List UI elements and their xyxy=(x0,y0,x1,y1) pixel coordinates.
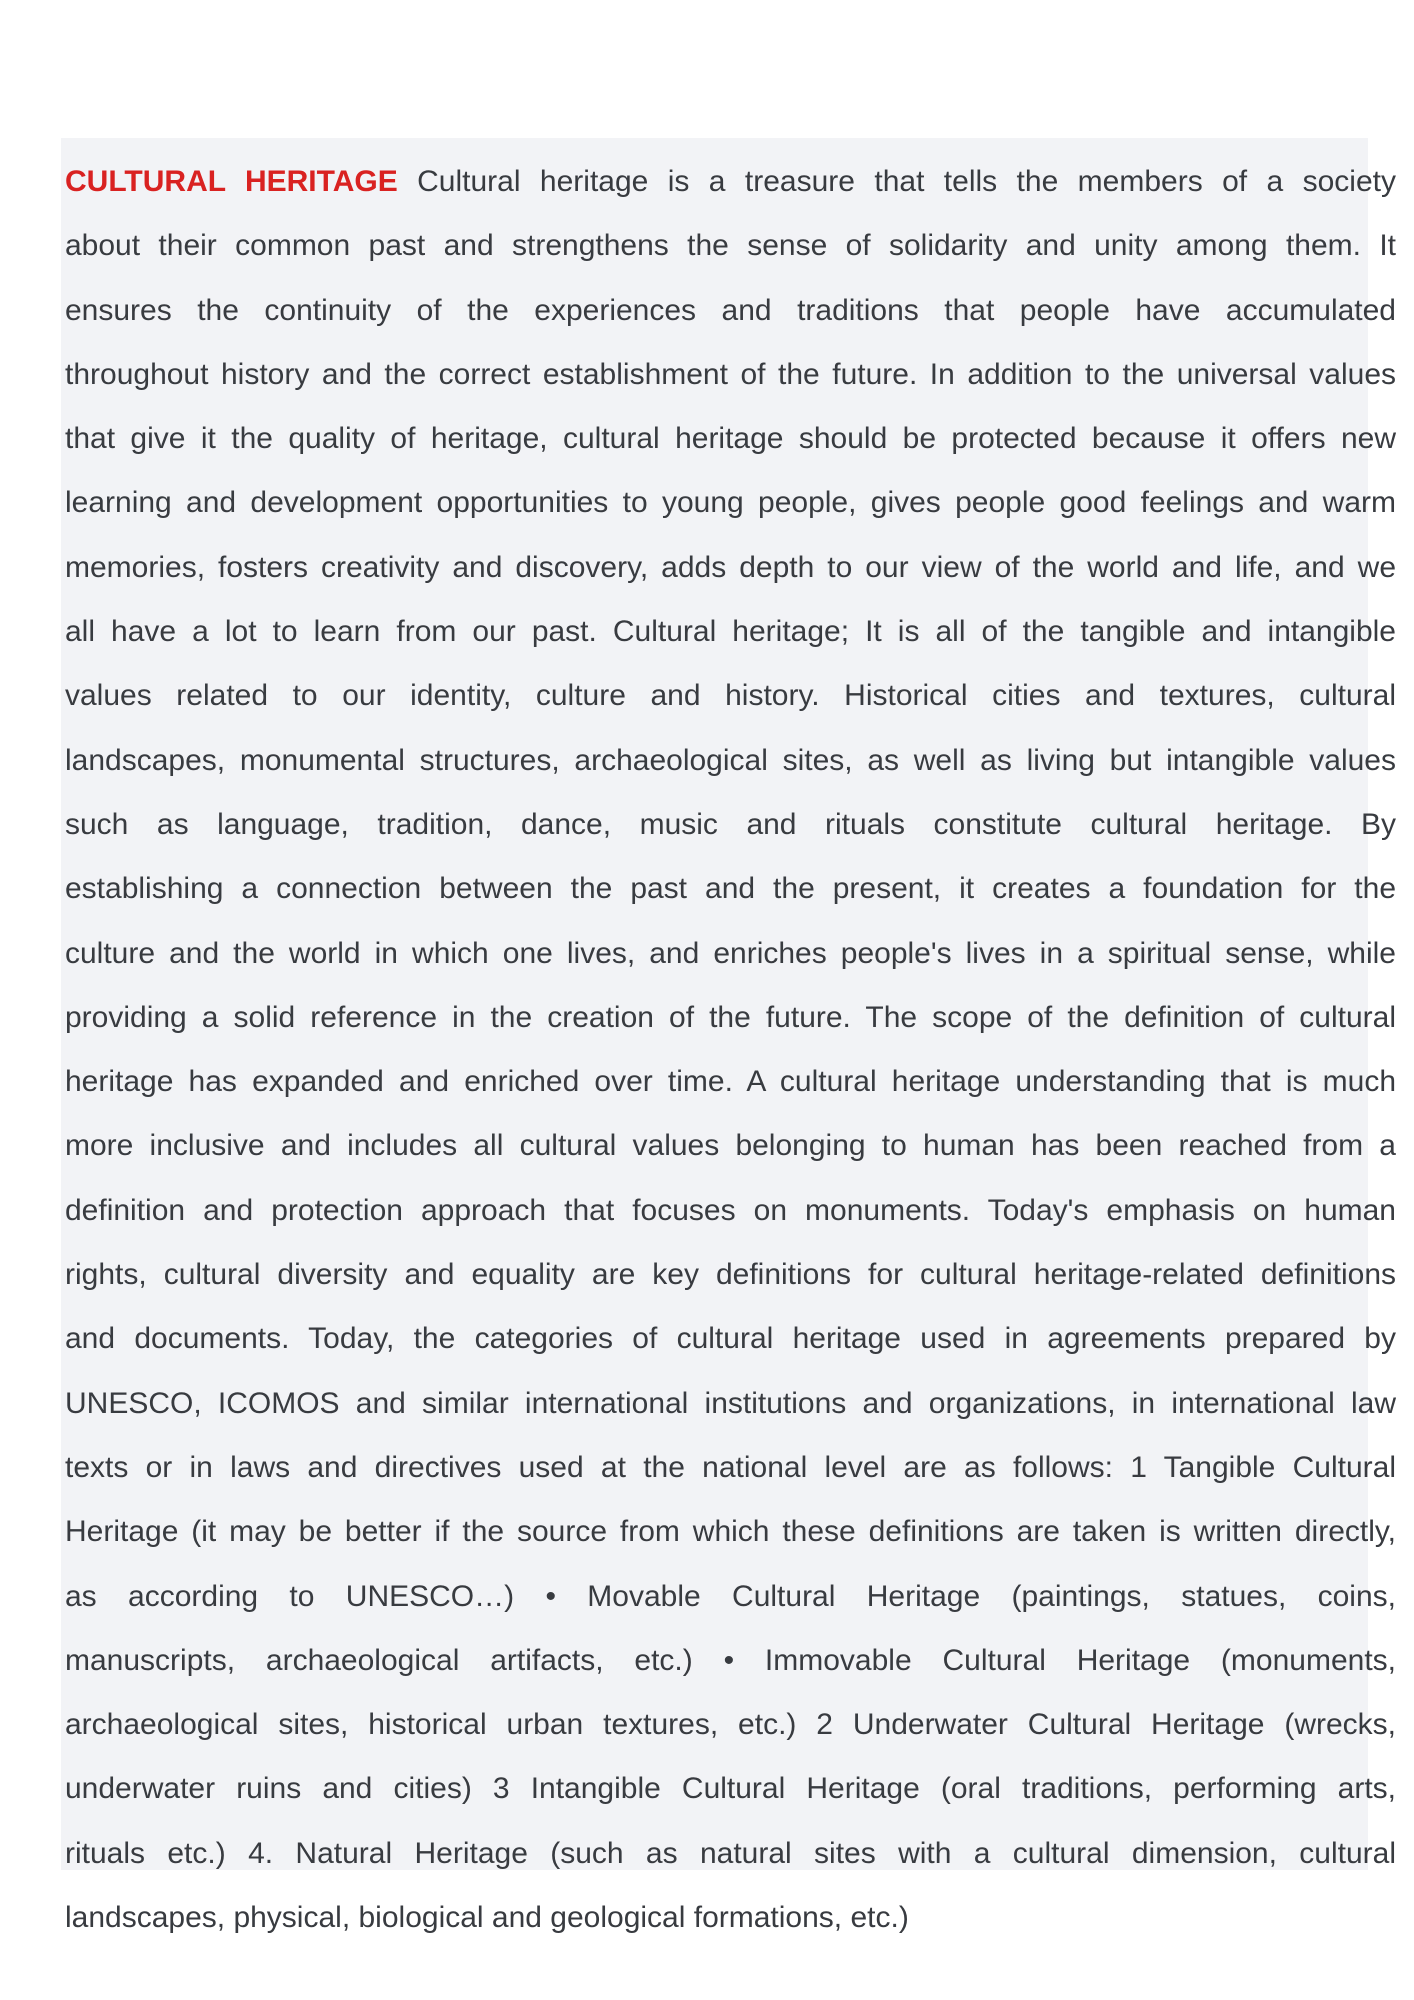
text-line: ensures the continuity of the experiences and traditions that people have accumulated xyxy=(65,293,1396,327)
text-line: rituals etc.) 4. Natural Heritage (such as natural sites with a cultural dimension, cultural xyxy=(65,1836,1396,1870)
text-line: establishing a connection between the past and the present, it creates a foundation for the xyxy=(65,872,1396,906)
text-line xyxy=(65,150,1396,214)
text-line: UNESCO, ICOMOS and similar international institutions and organizations, in international law xyxy=(65,1386,1396,1420)
text-line: texts or in laws and directives used at the national level are as follows: 1 Tangible Cultural xyxy=(65,1450,1396,1484)
text-line: learning and development opportunities to young people, gives people good feelings and warm xyxy=(65,486,1396,520)
text-line: landscapes, physical, biological and geological formations, etc.) xyxy=(65,1901,909,1935)
text-line: archaeological sites, historical urban textures, etc.) 2 Underwater Cultural Heritage (wrecks, xyxy=(65,1708,1396,1742)
text-line: landscapes, monumental structures, archaeological sites, as well as living but intangible values xyxy=(65,743,1396,777)
text-line: definition and protection approach that focuses on monuments. Today's emphasis on human xyxy=(65,1193,1396,1227)
text-line: more inclusive and includes all cultural values belonging to human has been reached from a xyxy=(65,1129,1396,1163)
text-line: memories, fosters creativity and discovery, adds depth to our view of the world and life, and we xyxy=(65,550,1396,584)
text-line: underwater ruins and cities) 3 Intangible Cultural Heritage (oral traditions, performing arts, xyxy=(65,1772,1396,1806)
text-line: all have a lot to learn from our past. Cultural heritage; It is all of the tangible and intangible xyxy=(65,615,1396,649)
heading-cultural-heritage: CULTURAL HERITAGE xyxy=(65,165,398,198)
text-line: manuscripts, archaeological artifacts, etc.) • Immovable Cultural Heritage (monuments, xyxy=(65,1643,1396,1677)
text-line: about their common past and strengthens the sense of solidarity and unity among them. It xyxy=(65,229,1396,263)
text-line: culture and the world in which one lives, and enriches people's lives in a spiritual sense, while xyxy=(65,936,1396,970)
line-text: Cultural heritage is a treasure that tells the members of a society xyxy=(417,165,1396,198)
text-line: such as language, tradition, dance, music and rituals constitute cultural heritage. By xyxy=(65,807,1396,841)
text-line: as according to UNESCO…) • Movable Cultural Heritage (paintings, statues, coins, xyxy=(65,1579,1396,1613)
text-line: heritage has expanded and enriched over time. A cultural heritage understanding that is much xyxy=(65,1065,1396,1099)
text-line: values related to our identity, culture and history. Historical cities and textures, cultural xyxy=(65,679,1396,713)
text-line: Heritage (it may be better if the source from which these definitions are taken is written directly, xyxy=(65,1515,1396,1549)
text-line: providing a solid reference in the creation of the future. The scope of the definition of cultural xyxy=(65,1000,1396,1034)
text-line: and documents. Today, the categories of cultural heritage used in agreements prepared by xyxy=(65,1322,1396,1356)
text-line: rights, cultural diversity and equality are key definitions for cultural heritage-related definitions xyxy=(65,1258,1396,1292)
paragraph xyxy=(65,150,1396,1950)
text-line: that give it the quality of heritage, cultural heritage should be protected because it offers new xyxy=(65,422,1396,456)
text-line: throughout history and the correct establishment of the future. In addition to the universal values xyxy=(65,357,1396,391)
